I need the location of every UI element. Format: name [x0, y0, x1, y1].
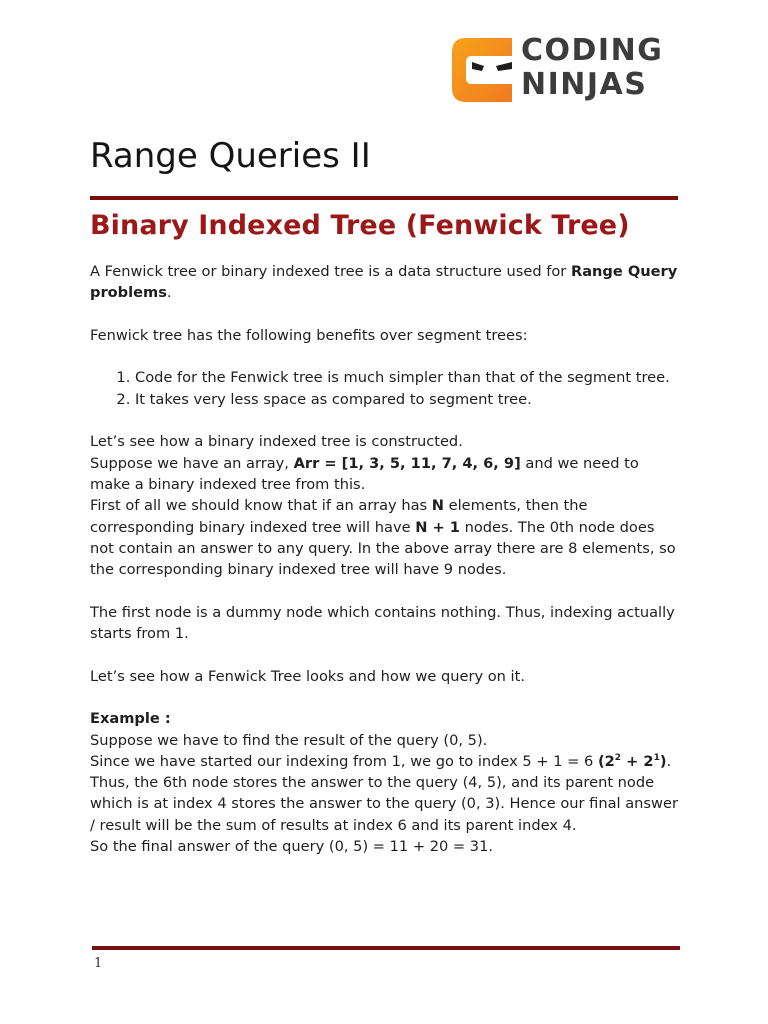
logo-wordmark: CODING NINJAS — [521, 33, 664, 102]
construct-line-1: Let’s see how a binary indexed tree is constructed. — [90, 433, 463, 451]
example-line-4: So the final answer of the query (0, 5) = 11 + 20 = 31. — [90, 838, 494, 856]
page-title: Range Queries II — [90, 136, 371, 176]
benefits-intro: Fenwick tree has the following benefits over segment trees: — [90, 326, 528, 344]
ninja-mask-icon — [452, 38, 512, 102]
benefits-list — [90, 367, 682, 410]
page-number: 1 — [94, 956, 103, 971]
query-intro-paragraph: Let’s see how a Fenwick Tree looks and how we query on it. — [90, 667, 525, 685]
intro-paragraph: A Fenwick tree or binary indexed tree is a data structure used for Range Query problems. — [90, 263, 678, 302]
list-item: 2. It takes very less space as compared to segment tree. — [135, 389, 682, 410]
coding-ninjas-logo — [452, 33, 672, 106]
document-body — [90, 261, 682, 857]
footer-divider — [92, 946, 680, 950]
list-item: 1. Code for the Fenwick tree is much simpler than that of the segment tree. — [135, 367, 682, 388]
title-divider — [90, 196, 678, 200]
example-line-3: Thus, the 6th node stores the answer to the query (4, 5), and its parent node which is at index 4 stores the answer to the query (0, 3). Hence our final answer / result will be the sum of results at index 6 and its parent index 4. — [90, 774, 678, 834]
construct-line-2: Suppose we have an array, Arr = [1, 3, 5, 11, 7, 4, 6, 9] and we need to make a binary indexed tree from this. — [90, 454, 639, 493]
example-line-1: Suppose we have to find the result of the query (0, 5). — [90, 731, 488, 749]
example-label: Example : — [90, 710, 171, 728]
construct-line-3: First of all we should know that if an array has N elements, then the corresponding binary indexed tree will have N + 1 nodes. The 0th node does not contain an answer to any query. In the above array there are 8 elements, so the corresponding binary indexed tree will have 9 nodes. — [90, 497, 676, 579]
section-heading: Binary Indexed Tree (Fenwick Tree) — [90, 210, 630, 241]
dummy-node-paragraph: The first node is a dummy node which contains nothing. Thus, indexing actually starts from 1. — [90, 603, 675, 643]
example-line-2: Since we have started our indexing from 1, we go to index 5 + 1 = 6 $(2^2 + 2^1)$. — [90, 752, 672, 770]
